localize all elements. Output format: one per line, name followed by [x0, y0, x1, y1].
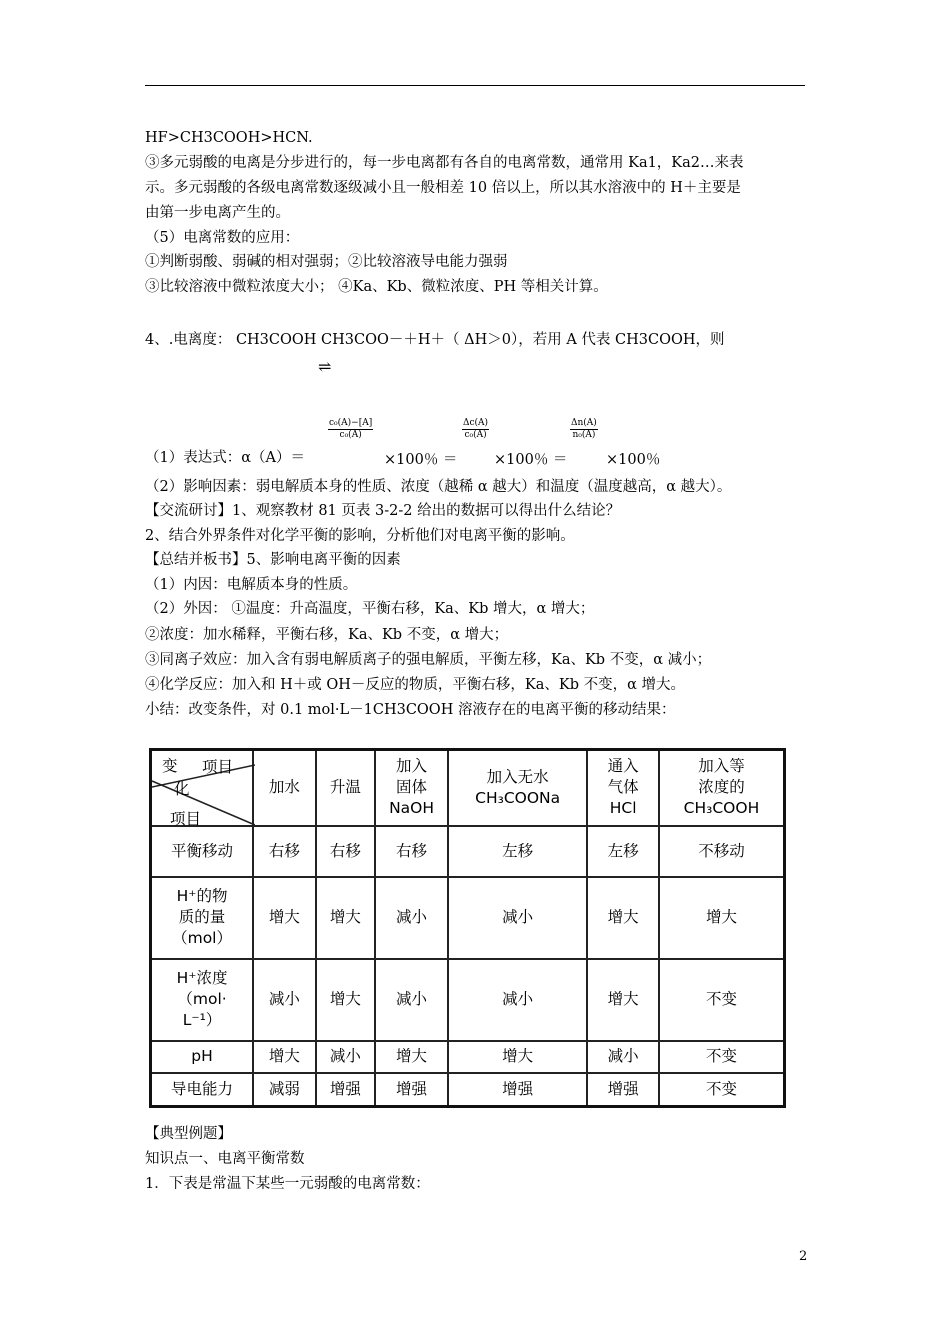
row-label-line: H⁺浓度 — [176, 969, 228, 987]
table-cell: 增大 — [253, 877, 316, 959]
col-header-line: 加入 — [396, 757, 428, 776]
fraction-2-denominator: c₀(A) — [464, 430, 487, 440]
col-header-line: 通入 — [607, 757, 639, 776]
table-cell: 减小 — [448, 877, 587, 959]
text-line: 【总结并板书】5、影响电离平衡的因素 — [145, 552, 401, 568]
table-cell: 增强 — [587, 1073, 659, 1107]
table-cell: 减小 — [316, 1041, 376, 1073]
corner-cell — [151, 750, 254, 826]
text-line: 1．下表是常温下某些一元弱酸的电离常数： — [145, 1176, 430, 1192]
equilibrium-shift-table — [149, 748, 786, 1108]
table-cell: 减小 — [253, 959, 316, 1041]
table-cell: 右移 — [375, 826, 448, 877]
table-cell: 增大 — [316, 877, 376, 959]
col-header-line: CH₃COONa — [475, 788, 561, 807]
table-cell: 不变 — [659, 959, 785, 1041]
row-label-line: 导电能力 — [171, 1079, 234, 1098]
text-line: （2）影响因素：弱电解质本身的性质、浓度（越稀 α 越大）和温度（温度越高，α 越大）。 — [145, 479, 732, 495]
col-header — [587, 750, 659, 826]
text-line: 【交流研讨】1、观察教材 81 页表 3-2-2 给出的数据可以得出什么结论？ — [145, 503, 621, 519]
corner-bottom: 项目 — [170, 810, 202, 828]
fraction-3 — [570, 418, 598, 441]
fraction-2-numerator: Δc(A) — [463, 418, 489, 428]
text-line: （5）电离常数的应用： — [145, 230, 300, 246]
col-header-line: 固体 — [396, 778, 428, 797]
fraction-1-denominator: c₀(A) — [339, 430, 362, 440]
corner-mid: 化 — [174, 780, 190, 798]
fraction-3-numerator: Δn(A) — [571, 418, 597, 428]
text-line: （1）内因：电解质本身的性质。 — [145, 577, 358, 593]
row-label — [151, 959, 254, 1041]
col-header-line: 升温 — [329, 778, 361, 797]
table-row — [151, 826, 785, 877]
col-header-line: 浓度的 — [698, 778, 745, 797]
col-header-line: HCl — [609, 799, 637, 818]
text-line: ④化学反应：加入和 H＋或 OH－反应的物质，平衡右移，Ka、Kb 不变，α 增大。 — [145, 677, 685, 693]
table-cell: 增强 — [375, 1073, 448, 1107]
text-line: ②浓度：加水稀释，平衡右移，Ka、Kb 不变，α 增大； — [145, 627, 509, 643]
table-cell: 右移 — [253, 826, 316, 877]
col-header-line: 加入等 — [698, 757, 745, 776]
table-cell: 减小 — [587, 1041, 659, 1073]
text-line: 由第一步电离产生的。 — [145, 205, 290, 221]
table-cell: 不移动 — [659, 826, 785, 877]
row-label — [151, 826, 254, 877]
fraction-2 — [462, 418, 489, 441]
table-cell: 减小 — [375, 877, 448, 959]
table-cell: 左移 — [448, 826, 587, 877]
table-cell: 减小 — [375, 959, 448, 1041]
table-cell: 增大 — [587, 877, 659, 959]
row-label — [151, 877, 254, 959]
corner-top-right: 项目 — [202, 758, 234, 776]
expression-prefix: （1）表达式：α（A）＝ — [145, 450, 305, 466]
row-label-line: L⁻¹） — [182, 1011, 222, 1029]
col-header-line: 加入无水 — [486, 767, 549, 786]
col-header-line: NaOH — [389, 799, 435, 818]
table-cell: 左移 — [587, 826, 659, 877]
row-label-line: 质的量 — [178, 908, 226, 926]
text-line: 知识点一、电离平衡常数 — [145, 1151, 305, 1167]
col-header-line: CH₃COOH — [683, 799, 760, 818]
col-header — [659, 750, 785, 826]
percent-2: ×100％ ＝ — [494, 452, 568, 468]
text-line: ③同离子效应：加入含有弱电解质离子的强电解质，平衡左移，Ka、Kb 不变，α 减小； — [145, 652, 712, 668]
table-row — [151, 877, 785, 959]
text-line: 2、结合外界条件对化学平衡的影响，分析他们对电离平衡的影响。 — [145, 528, 575, 544]
equilibrium-arrow-icon: ⇌ — [318, 357, 332, 376]
table-cell: 增大 — [316, 959, 376, 1041]
ionization-line: 4、.电离度： CH3COOH CH3COO－＋H＋（ ΔH＞0），若用 A 代表 CH3COOH，则 — [145, 332, 725, 348]
table-cell: 增大 — [587, 959, 659, 1041]
fraction-3-denominator: n₀(A) — [572, 430, 596, 440]
table-cell: 减小 — [448, 959, 587, 1041]
row-label-line: （mol· — [177, 990, 227, 1008]
fraction-1 — [328, 418, 373, 441]
table-header-row — [151, 750, 785, 826]
col-header — [253, 750, 316, 826]
table-cell: 增大 — [659, 877, 785, 959]
col-header — [375, 750, 448, 826]
corner-top-left: 变 — [162, 757, 178, 775]
header-rule — [145, 85, 805, 86]
text-line: ③比较溶液中微粒浓度大小； ④Ka、Kb、微粒浓度、PH 等相关计算。 — [145, 279, 608, 295]
table-row — [151, 1073, 785, 1107]
col-header-line: 气体 — [607, 778, 639, 797]
row-label — [151, 1041, 254, 1073]
text-line: HF>CH3COOH>HCN. — [145, 130, 313, 146]
col-header — [448, 750, 587, 826]
table-cell: 增大 — [375, 1041, 448, 1073]
percent-1: ×100％ ＝ — [384, 452, 458, 468]
table-cell: 右移 — [316, 826, 376, 877]
row-label — [151, 1073, 254, 1107]
fraction-1-numerator: c₀(A)−[A] — [329, 418, 373, 428]
text-line: 示。多元弱酸的各级电离常数逐级减小且一般相差 10 倍以上，所以其水溶液中的 H＋主要是 — [145, 180, 741, 196]
row-label-line: H⁺的物 — [176, 887, 228, 905]
table-cell: 减弱 — [253, 1073, 316, 1107]
text-line: （2）外因： ①温度：升高温度，平衡右移，Ka、Kb 增大，α 增大； — [145, 601, 595, 617]
text-line: ③多元弱酸的电离是分步进行的，每一步电离都有各自的电离常数，通常用 Ka1，Ka2…来表 — [145, 155, 744, 171]
percent-3: ×100％ — [606, 452, 661, 468]
table-row — [151, 1041, 785, 1073]
row-label-line: （mol） — [172, 929, 232, 947]
table-cell: 增强 — [316, 1073, 376, 1107]
text-line: 【典型例题】 — [145, 1126, 232, 1142]
table-cell: 增强 — [448, 1073, 587, 1107]
table-row — [151, 959, 785, 1041]
row-label-line: 平衡移动 — [171, 841, 234, 860]
col-header-line: 加水 — [268, 778, 300, 797]
row-label-line: pH — [191, 1047, 213, 1065]
table-cell: 不变 — [659, 1073, 785, 1107]
col-header — [316, 750, 376, 826]
text-line: 小结：改变条件，对 0.1 mol·L－1CH3COOH 溶液存在的电离平衡的移动结果： — [145, 702, 676, 718]
page-number: 2 — [799, 1249, 808, 1264]
table-cell: 不变 — [659, 1041, 785, 1073]
text-line: ①判断弱酸、弱碱的相对强弱；②比较溶液导电能力强弱 — [145, 254, 508, 270]
table-cell: 增大 — [253, 1041, 316, 1073]
table-cell: 增大 — [448, 1041, 587, 1073]
